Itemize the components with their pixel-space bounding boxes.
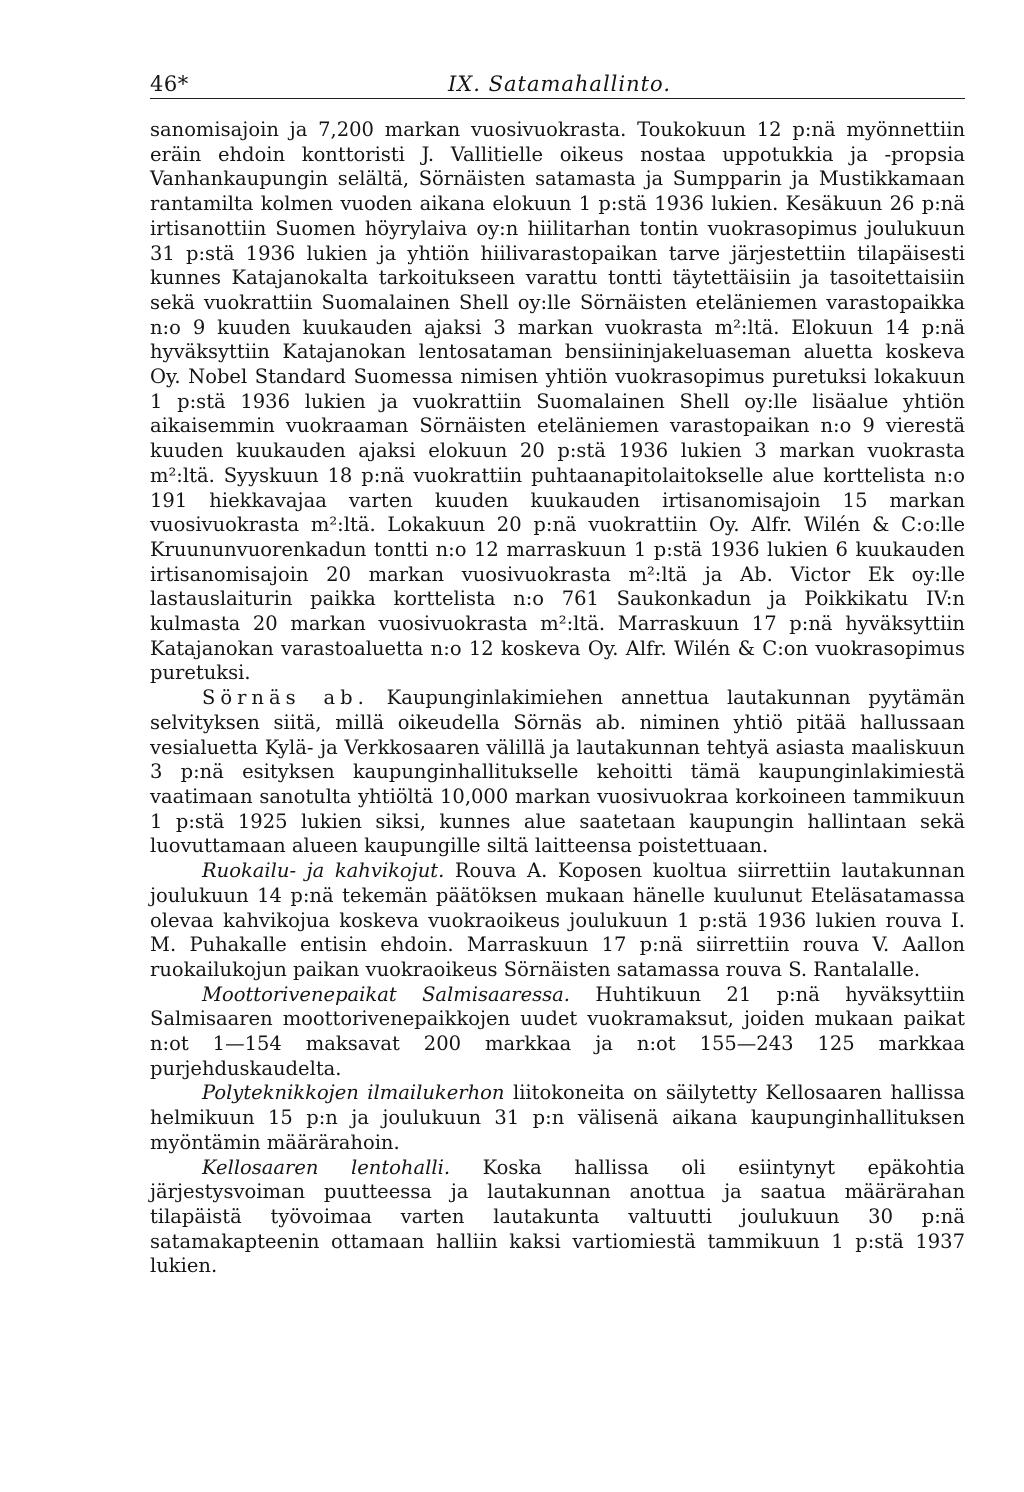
running-header: [150, 62, 965, 96]
header-rule: [150, 98, 965, 99]
paragraph-lead: Polyteknikkojen ilmailukerhon: [202, 1081, 505, 1105]
paragraph-text: Rouva A. Koposen kuoltua siirrettiin lautakunnan joulukuun 14 p:nä tekemän päätöksen mukaan hänelle kuulunut Eteläsatamassa olevaa kahvikojua koskeva vuokraoikeus joulukuun 1 p:stä 1936 lukien rouva I. M. Puhakalle entisin ehdoin. Marraskuun 17 p:nä siirrettiin rouva V. Aallon ruokailukojun paikan vuokraoikeus Sörnäisten satamassa rouva S. Rantalalle.: [150, 859, 966, 981]
paragraph-moottorivenepaikat: [150, 983, 965, 1082]
paragraph-lead: Ruokailu- ja kahvikojut.: [202, 859, 445, 883]
paragraph-continuation: [150, 118, 965, 686]
paragraph-polyteknikot: [150, 1081, 965, 1155]
body-text: [150, 118, 965, 1279]
paragraph-sornas: [150, 686, 965, 859]
paragraph-text: liitokoneita on säilytetty Kellosaaren hallissa helmikuun 15 p:n ja joulukuun 31 p:n välisenä aikana kaupunginhallituksen myöntämin määrärahoin.: [150, 1081, 965, 1154]
chapter-title: IX. Satamahallinto.: [448, 72, 672, 96]
paragraph-lead: Kellosaaren lentohalli.: [202, 1155, 451, 1179]
paragraph-ruokailu: [150, 859, 965, 983]
paragraph-text: sanomisajoin ja 7,200 markan vuosivuokrasta. Toukokuun 12 p:nä myönnettiin eräin ehdoin konttoristi J. Vallitielle oikeus nostaa uppotukkia ja -propsia Vanhankaupungin selältä, Sörnäisten satamasta ja Sumpparin ja Mustikkamaan rantamilta kolmen vuoden aikana elokuun 1 p:stä 1936 lukien. Kesäkuun 26 p:nä irtisanottiin Suomen höyrylaiva oy:n hiilitarhan tontin vuokrasopimus joulukuun 31 p:stä 1936 lukien ja yhtiön hiilivarastopaikan tarve järjestettiin tilapäisesti kunnes Katajanokalta tarkoitukseen varattu tontti täytettäisiin ja tasoitettaisiin sekä vuokrattiin Suomalainen Shell oy:lle Sörnäisten eteläniemen varastopaikka n:o 9 kuuden kuukauden ajaksi 3 markan vuokrasta m²:ltä. Elokuun 14 p:nä hyväksyttiin Katajanokan lentosataman bensiininjakeluaseman aluetta koskeva Oy. Nobel Standard Suomessa nimisen yhtiön vuokrasopimus puretuksi lokakuun 1 p:stä 1936 lukien ja vuokrattiin Suomalainen Shell oy:lle lisäalue yhtiön aikaisemmin vuokraaman Sörnäisten eteläniemen varastopaikan n:o 9 vierestä kuuden kuukauden ajaksi elokuun 20 p:stä 1936 lukien 3 markan vuokrasta m²:ltä. Syyskuun 18 p:nä vuokrattiin puhtaanapitolaitokselle alue korttelista n:o 191 hiekkavajaa varten kuuden kuukauden irtisanomisajoin 15 markan vuosivuokrasta m²:ltä. Lokakuun 20 p:nä vuokrattiin Oy. Alfr. Wilén & C:o:lle Kruununvuorenkadun tontti n:o 12 marraskuun 1 p:stä 1936 lukien 6 kuukauden irtisanomisajoin 20 markan vuosivuokrasta m²:ltä ja Ab. Victor Ek oy:lle lastauslaiturin paikka korttelista n:o 761 Saukonkadun ja Poikkikatu IV:n kulmasta 20 markan vuosivuokrasta m²:ltä. Marraskuun 17 p:nä hyväksyttiin Katajanokan varastoaluetta n:o 12 koskeva Oy. Alfr. Wilén & C:on vuokrasopimus puretuksi.: [150, 118, 965, 685]
paragraph-text: Koska hallissa oli esiintynyt epäkohtia järjestysvoiman puutteessa ja lautakunnan anottua ja saatua määrärahan tilapäistä työvoimaa varten lautakunta valtuutti joulukuun 30 p:nä satamakapteenin ottamaan halliin kaksi vartiomiestä tammikuun 1 p:stä 1937 lukien.: [150, 1155, 965, 1278]
document-page: [150, 62, 965, 1279]
paragraph-lead: Sörnäs ab.: [202, 686, 369, 710]
paragraph-text: Kaupunginlakimiehen annettua lautakunnan pyytämän selvityksen siitä, millä oikeudella Sörnäs ab. niminen yhtiö pitää hallussaan vesialuetta Kylä- ja Verkkosaaren välillä ja lautakunnan tehtyä asiasta maaliskuun 3 p:nä esityksen kaupunginhallitukselle kehoitti tämä kaupunginlakimiestä vaatimaan sanotulta yhtiöltä 10,000 markan vuosivuokraa korkoineen tammikuun 1 p:stä 1925 lukien siksi, kunnes alue saatetaan kaupungin hallintaan sekä luovuttamaan alueen kaupungille siltä laitteensa poistettuaan.: [150, 686, 966, 858]
page-number: 46*: [150, 72, 189, 96]
paragraph-lead: Moottorivenepaikat Salmisaaressa.: [202, 982, 570, 1006]
paragraph-text: Huhtikuun 21 p:nä hyväksyttiin Salmisaaren moottorivenepaikkojen uudet vuokramaksut, joiden mukaan paikat n:ot 1—154 maksavat 200 markkaa ja n:ot 155—243 125 markkaa purjehduskaudelta.: [150, 982, 965, 1080]
paragraph-lentohalli: [150, 1156, 965, 1280]
